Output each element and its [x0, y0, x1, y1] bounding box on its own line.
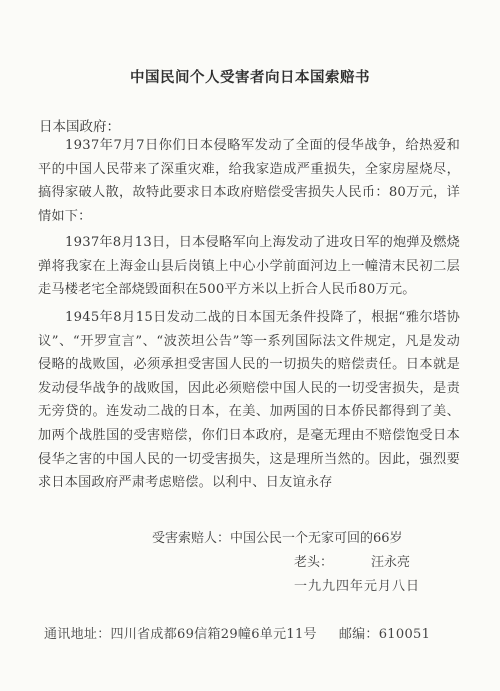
address-value: 四川省成都69信箱29幢6单元11号: [110, 627, 317, 642]
postcode-value: 610051: [378, 627, 431, 642]
claimant-name: 汪永亮: [371, 555, 411, 570]
salutation: 日本国政府：: [39, 119, 120, 135]
document-title: 中国民间个人受害者向日本国索赔书: [130, 69, 370, 86]
contact-address: [44, 623, 430, 642]
letter-date: 一九九四年元月八日: [294, 579, 421, 594]
paragraph-2: 1937年8月13日，日本侵略军向上海发动了进攻日军的炮弹及燃烧弹将我家在上海金山县后岗镇上中心小学前面河边上一幢清末民初二层走马楼老宅全部烧毁面积在500平方米以上折合人民币80万元。: [38, 235, 460, 298]
postcode-label: 邮编：: [338, 627, 379, 642]
name-label: 老头：: [294, 555, 334, 570]
signature-name-line: [294, 551, 410, 570]
paragraph-1: 1937年7月7日你们日本侵略军发动了全面的侵华战争，给热爱和平的中国人民带来了深重灾难，给我家造成严重损失，全家房屋烧尽，搞得家破人散，故特此要求日本政府赔偿受害损失人民币：80万元，详情如下：: [38, 138, 460, 224]
claimant-line: 受害索赔人：中国公民一个无家可回的66岁: [152, 531, 403, 546]
paragraph-3: 1945年8月15日发动二战的日本国无条件投降了，根据“雅尔塔协议”、“开罗宣言”、“波茨坦公告”等一系列国际法文件规定，凡是发动侵略的战败国，必须承担受害国人民的一切损失的赔偿责任。日本就是发动侵华战争的战败国，因此必须赔偿中国人民的一切受害损失，是责无旁贷的。连发动二战的日本，在美、加两国的日本侨民都得到了美、加两个战胜国的受害赔偿，你们日本政府，是毫无理由不赔偿饱受日本侵华之害的中国人民的一切受害损失，这是理所当然的。因此，强烈要求日本国政府严肃考虑赔偿。以利中、日友谊永存: [38, 310, 460, 491]
address-label: 通讯地址：: [44, 627, 111, 642]
